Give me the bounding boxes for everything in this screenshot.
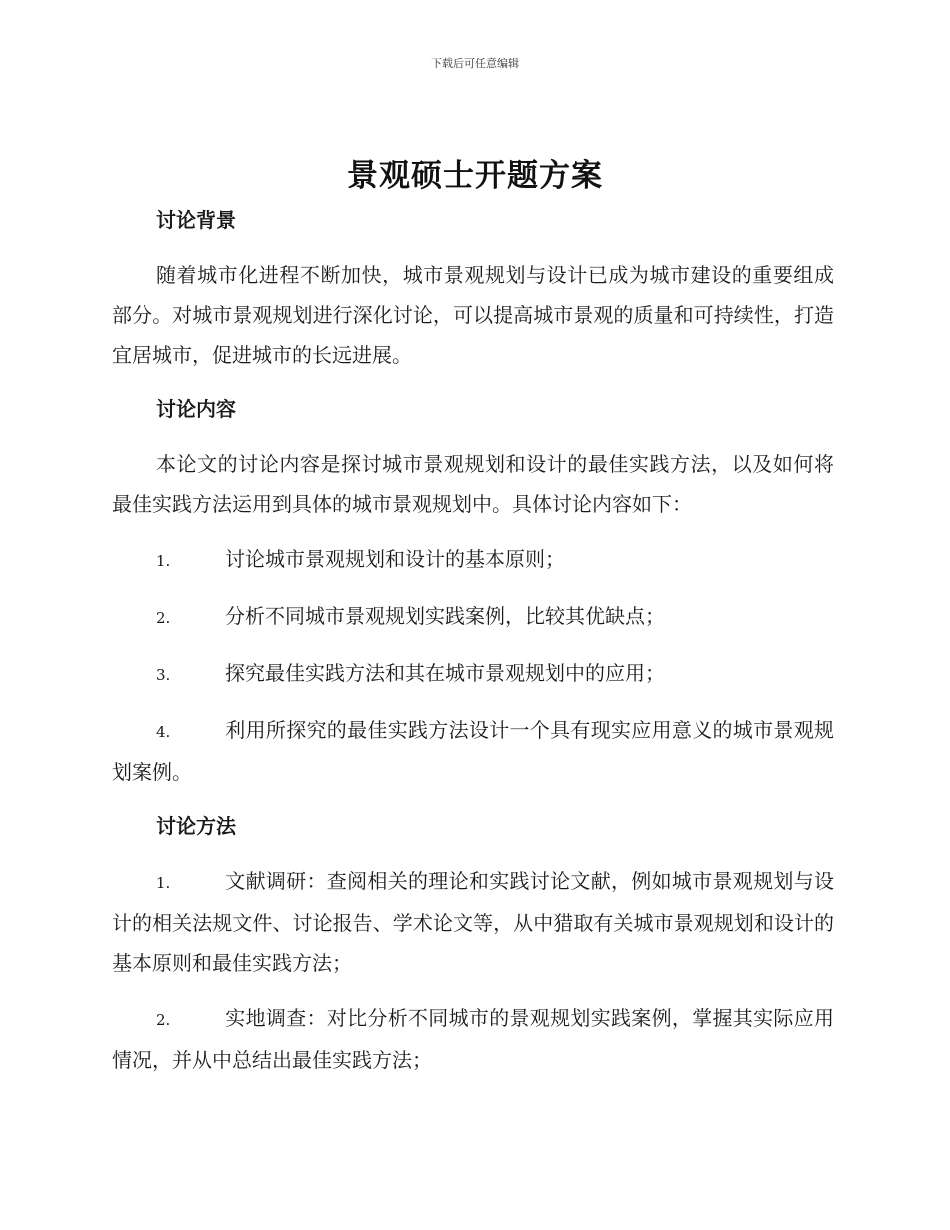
list-item-number: 1. bbox=[156, 874, 171, 892]
list-item bbox=[112, 710, 834, 792]
header-note: 下载后可任意编辑 bbox=[431, 57, 519, 70]
list-item-number: 1. bbox=[156, 552, 171, 570]
list-item-text: 利用所探究的最佳实践方法设计一个具有现实应用意义的城市景观规划案例。 bbox=[112, 718, 834, 784]
list-item-number: 3. bbox=[156, 666, 171, 684]
list-item bbox=[112, 653, 834, 695]
list-item-text: 探究最佳实践方法和其在城市景观规划中的应用； bbox=[225, 661, 665, 685]
list-item bbox=[112, 998, 834, 1080]
list-item-number: 2. bbox=[156, 1011, 171, 1029]
list-item-number: 2. bbox=[156, 609, 171, 627]
list-item-number: 4. bbox=[156, 723, 171, 741]
content-paragraph: 本论文的讨论内容是探讨城市景观规划和设计的最佳实践方法，以及如何将最佳实践方法运用到具体的城市景观规划中。具体讨论内容如下： bbox=[112, 452, 834, 516]
list-item-text: 文献调研：查阅相关的理论和实践讨论文献，例如城市景观规划与设计的相关法规文件、讨论报告、学术论文等，从中猎取有关城市景观规划和设计的基本原则和最佳实践方法； bbox=[112, 869, 834, 975]
document-body bbox=[112, 200, 834, 1080]
list-item-text: 讨论城市景观规划和设计的基本原则； bbox=[225, 547, 565, 571]
background-paragraph: 随着城市化进程不断加快，城市景观规划与设计已成为城市建设的重要组成部分。对城市景观规划进行深化讨论，可以提高城市景观的质量和可持续性，打造宜居城市，促进城市的长远进展。 bbox=[112, 263, 834, 367]
list-item bbox=[112, 539, 834, 581]
section-heading-content: 讨论内容 bbox=[156, 397, 236, 421]
list-item bbox=[112, 596, 834, 638]
section-heading-background: 讨论背景 bbox=[156, 208, 236, 232]
list-item-text: 分析不同城市景观规划实践案例，比较其优缺点； bbox=[225, 604, 665, 628]
section-heading-method: 讨论方法 bbox=[156, 814, 236, 838]
list-item bbox=[112, 861, 834, 983]
list-item-text: 实地调查：对比分析不同城市的景观规划实践案例，掌握其实际应用情况，并从中总结出最佳实践方法； bbox=[112, 1006, 834, 1072]
document-title: 景观硕士开题方案 bbox=[347, 158, 603, 194]
